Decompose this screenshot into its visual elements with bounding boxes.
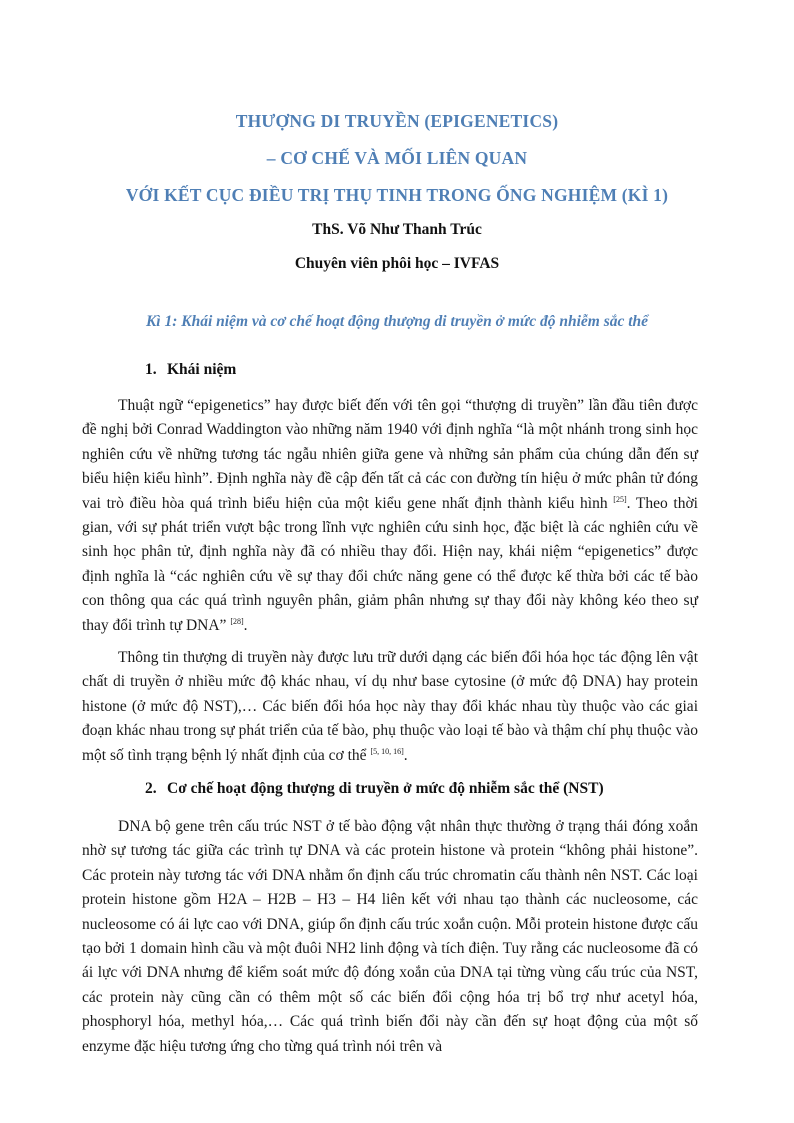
citation-ref: [25]: [613, 494, 627, 504]
paragraph-text: .: [403, 746, 408, 764]
paragraph-text: Thông tin thượng di truyền này được lưu trữ dưới dạng các biến đổi hóa học tác động lên vật chất di truyền ở nhiều mức độ khác nhau, ví dụ như base cytosine (ở mức độ DNA) hay protein histone (ở mức độ NST),… Các biến đổi hóa học này thay đổi khác nhau tùy thuộc vào các giai đoạn khác nhau trong sự phát triển của tế bào, phụ thuộc vào loại tế bào và thậm chí phụ thuộc vào một số tình trạng bệnh lý nhất định của cơ thể: [82, 649, 698, 764]
section-1-paragraph-1: [82, 394, 698, 638]
section-1-paragraph-2: [82, 646, 698, 768]
author-affiliation: Chuyên viên phôi học – IVFAS: [294, 255, 500, 272]
title-line-1: THƯỢNG DI TRUYỀN (EPIGENETICS): [235, 111, 559, 131]
section-2-heading: [145, 780, 604, 798]
paragraph-text: .: [243, 616, 248, 634]
paragraph-text: Thuật ngữ “epigenetics” hay được biết đến với tên gọi “thượng di truyền” lần đầu tiên được đề nghị bởi Conrad Waddington vào những năm 1940 với định nghĩa “là một nhánh trong sinh học nghiên cứu về những tương tác ngẫu nhiên giữa gene và những sản phẩm của chúng dẫn đến sự biểu hiện kiểu hình”. Định nghĩa này đề cập đến tất cả các con đường tín hiệu ở mức phân tử đóng vai trò điều hòa quá trình biểu hiện của một kiểu gene nhất định thành kiểu hình: [82, 397, 698, 512]
section-2-number: 2.: [145, 780, 157, 797]
author-name: ThS. Võ Như Thanh Trúc: [312, 221, 482, 238]
citation-ref: [28]: [230, 616, 244, 626]
section-2-paragraph-1: DNA bộ gene trên cấu trúc NST ở tế bào động vật nhân thực thường ở trạng thái đóng xoắn nhờ sự tương tác giữa các trình tự DNA và các protein histone và protein “không phải histone”. Các protein này tương tác với DNA nhằm ổn định cấu trúc chromatin cấu thành nên NST. Các loại protein histone gồm H2A – H2B – H3 – H4 liên kết với nhau tạo thành các nucleosome, các nucleosome có ái lực cao với DNA, giúp ổn định cấu trúc xoắn cuộn. Mỗi protein histone được cấu tạo bởi 1 domain hình cầu và một đuôi NH2 linh động và tích điện. Tuy rằng các nucleosome đã có ái lực với DNA nhưng để kiểm soát mức độ đóng xoắn của DNA tại từng vùng cấu trúc của NST, các protein này cũng cần có thêm một số các biến đổi cộng hóa trị bổ trợ như acetyl hóa, phosphoryl hóa, methyl hóa,… Các quá trình biến đổi này cần đến sự hoạt động của một số enzyme đặc hiệu tương ứng cho từng quá trình nói trên và: [82, 818, 699, 1055]
part-subtitle: Kì 1: Khái niệm và cơ chế hoạt động thượng di truyền ở mức độ nhiễm sắc thể: [145, 313, 649, 330]
section-1-title: Khái niệm: [167, 361, 237, 378]
citation-ref: [5, 10, 16]: [370, 746, 404, 756]
section-2-title: Cơ chế hoạt động thượng di truyền ở mức độ nhiễm sắc thể (NST): [167, 780, 604, 797]
section-1-heading: [145, 361, 236, 379]
title-line-2: – CƠ CHẾ VÀ MỐI LIÊN QUAN: [266, 148, 528, 168]
paragraph-text: . Theo thời gian, với sự phát triển vượt bậc trong lĩnh vực nghiên cứu sinh học, đặc biệt là các nghiên cứu về sinh học phân tử, định nghĩa này đã có nhiều thay đổi. Hiện nay, khái niệm “epigenetics” được định nghĩa là “các nghiên cứu về sự thay đổi chức năng gene có thể được kế thừa bởi các tế bào con thông qua các quá trình nguyên phân, giảm phân nhưng sự thay đổi này không kéo theo sự thay đổi trình tự DNA”: [82, 494, 698, 634]
section-1-number: 1.: [145, 361, 157, 378]
title-line-3: VỚI KẾT CỤC ĐIỀU TRỊ THỤ TINH TRONG ỐNG NGHIỆM (KÌ 1): [125, 185, 669, 205]
